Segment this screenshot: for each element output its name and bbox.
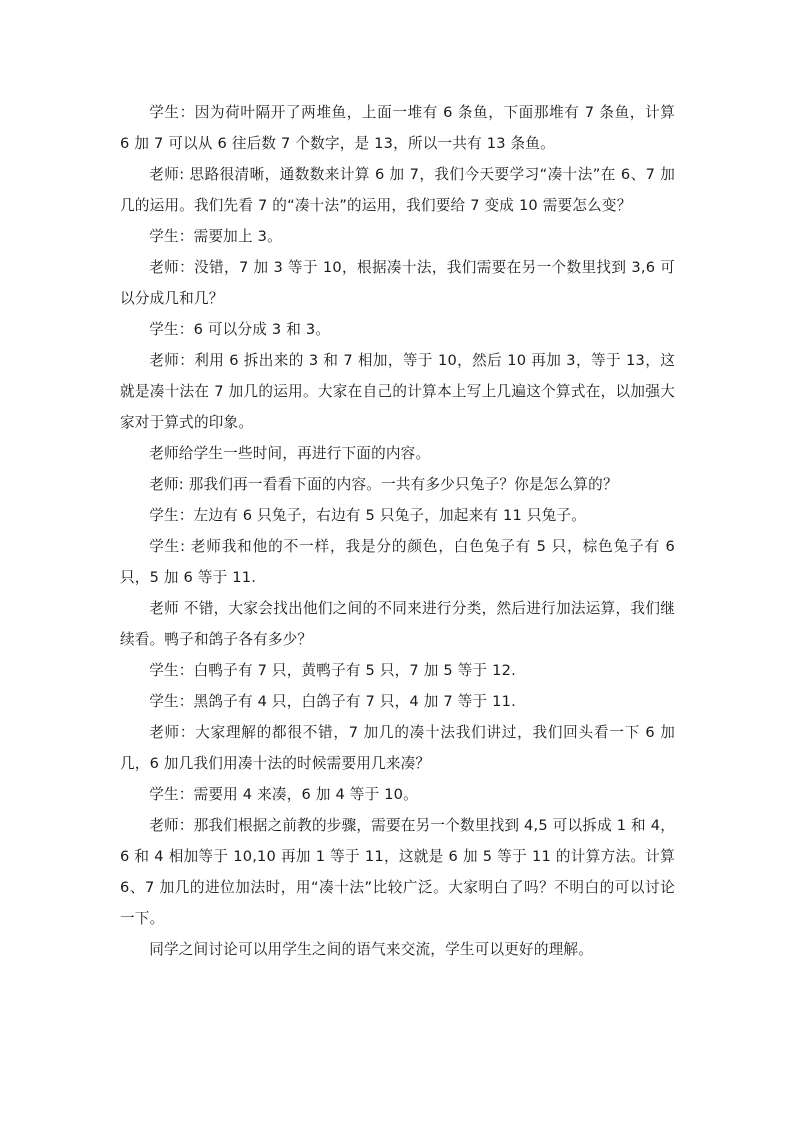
- paragraph: 老师：没错，7 加 3 等于 10，根据凑十法，我们需要在另一个数里找到 3,6 可以分成几和几？: [120, 259, 675, 307]
- paragraph: 学生：左边有 6 只兔子，右边有 5 只兔子，加起来有 11 只兔子。: [149, 507, 587, 524]
- paragraph: 学生：需要用 4 来凑，6 加 4 等于 10。: [149, 786, 418, 803]
- paragraph: 学生：黑鸽子有 4 只，白鸽子有 7 只，4 加 7 等于 11.: [149, 693, 516, 710]
- paragraph: 学生: 老师我和他的不一样，我是分的颜色，白色兔子有 5 只，棕色兔子有 6 只，5 加 6 等于 11.: [120, 538, 675, 586]
- paragraph: 老师：那我们根据之前教的步骤，需要在另一个数里找到 4,5 可以拆成 1 和 4，6 和 4 相加等于 10,10 再加 1 等于 11，这就是 6 加 5 等于 11 的计算方法。计算 6、7 加几的进位加法时，用“凑十法”比较广泛。大家明白了吗？不明白的可以讨论一下。: [120, 817, 675, 927]
- paragraph: 学生：白鸭子有 7 只，黄鸭子有 5 只，7 加 5 等于 12.: [149, 662, 516, 679]
- document-body: [120, 97, 675, 965]
- paragraph: 同学之间讨论可以用学生之间的语气来交流，学生可以更好的理解。: [149, 941, 594, 958]
- paragraph: 老师 不错，大家会找出他们之间的不同来进行分类，然后进行加法运算，我们继续看。鸭子和鸽子各有多少？: [120, 600, 675, 648]
- paragraph: 老师: 那我们再一看看下面的内容。一共有多少只兔子？你是怎么算的？: [149, 476, 618, 493]
- paragraph: 老师给学生一些时间，再进行下面的内容。: [149, 445, 431, 462]
- paragraph: 学生：需要加上 3。: [149, 228, 282, 245]
- paragraph: 老师：利用 6 拆出来的 3 和 7 相加，等于 10，然后 10 再加 3，等于 13，这就是凑十法在 7 加几的运用。大家在自己的计算本上写上几遍这个算式在，以加强大家对于算式的印象。: [120, 352, 675, 431]
- paragraph: 学生：6 可以分成 3 和 3。: [149, 321, 331, 338]
- paragraph: 学生：因为荷叶隔开了两堆鱼，上面一堆有 6 条鱼，下面那堆有 7 条鱼，计算 6 加 7 可以从 6 往后数 7 个数字，是 13，所以一共有 13 条鱼。: [120, 104, 675, 152]
- paragraph: 老师: 思路很清晰，通数数来计算 6 加 7，我们今天要学习“凑十法”在 6、7 加几的运用。我们先看 7 的“凑十法”的运用，我们要给 7 变成 10 需要怎么变？: [120, 166, 675, 214]
- paragraph: 老师：大家理解的都很不错，7 加几的凑十法我们讲过，我们回头看一下 6 加几，6 加几我们用凑十法的时候需要用几来凑？: [120, 724, 675, 772]
